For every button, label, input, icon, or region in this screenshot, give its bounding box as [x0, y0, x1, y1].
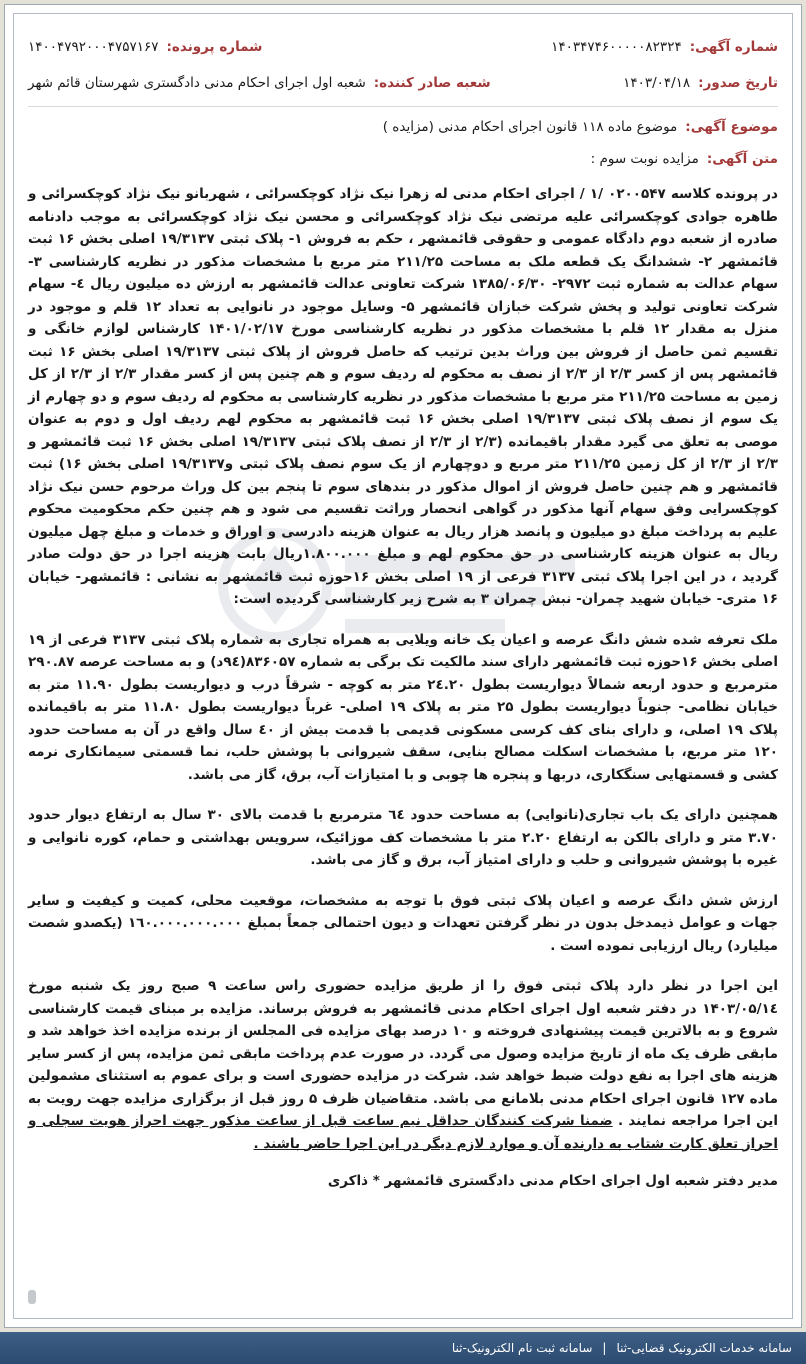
issue-date-field: [623, 75, 778, 91]
issuing-branch-label: شعبه صادر کننده:: [373, 75, 491, 91]
paragraph-valuation: ارزش شش دانگ عرصه و اعیان پلاک ثبتی فوق با توجه به مشخصات، موقعیت محلی، کمیت و کیفیت و سایر جهات و عوامل ذیمدخل بدون در نظر گرفتن تعهدات و دیون احتمالی جمعاً بمبلغ ۱٦۰.۰۰۰.۰۰۰.۰۰۰ (یکصدو شصت میلیارد) ریال ارزیابی نموده است .: [28, 892, 778, 954]
header-row-1: [28, 34, 778, 60]
auction-attendance-note: ضمنا شرکت کنندگان حداقل نیم ساعت قبل از ساعت مذکور جهت احراز هویت سجلی و احراز تعلق کارت شتاب به دارنده آن و موارد لازم دیگر در این اجرا حاضر باشند .: [28, 1113, 778, 1152]
sana-registration-link[interactable]: سامانه ثبت نام الکترونیک-ثنا: [451, 1341, 593, 1355]
sana-services-link[interactable]: سامانه خدمات الکترونیک قضایی-ثنا: [616, 1341, 792, 1355]
issue-date-label: تاریخ صدور:: [698, 75, 778, 91]
footer-divider: |: [602, 1341, 607, 1355]
footer-bar: [0, 1332, 806, 1364]
issue-date-value: ۱۴۰۳/۰۴/۱۸: [623, 75, 691, 91]
paragraph-commercial-unit: همچنین دارای یک باب تجاری(نانوایی) به مساحت حدود ٦٤ مترمربع با قدمت بالای ۳۰ سال به ارتفاع دیوار حدود ۳.۷۰ متر و دارای بالکن به ارتفاع ۲.۲۰ متر با مشخصات کف موزائیک، سرویس بهداشتی و حمام، کوره نانوایی و غیره با پوشش شیروانی و حلب و دارای امتیاز آب، برق و گاز می باشد.: [28, 807, 778, 868]
case-number-label: شماره پرونده:: [166, 39, 263, 55]
signature-line: مدیر دفتر شعبه اول اجرای احکام مدنی دادگستری قائمشهر * ذاکری: [327, 1173, 778, 1189]
text-label: متن آگهی:: [706, 151, 778, 167]
notice-paper: [4, 4, 802, 1328]
case-number-field: [28, 39, 262, 55]
issuing-branch-field: [28, 75, 491, 91]
paragraph-auction-terms: [28, 975, 778, 1155]
paragraph-property-description: ملک تعرفه شده شش دانگ عرصه و اعیان یک خانه ویلایی به همراه تجاری به شماره پلاک ثبتی ۳۱۳۷ فرعی از ۱۹ اصلی بخش ۱۶حوزه ثبت قائمشهر دارای سند مالکیت تک برگی به شماره ۸۳۶۰۵۷(۹٤د) و به مساحت عرصه ۲۹۰.۸۷ مترمربع و حدود اربعه شمالاً دیواریست بطول ۲٤.۲۰ متر به کوچه - شرقاً درب و دیواریست بطول ۱۱.۹۰ متر به خیابان نظامی- جنوباً دیواریست بطول ۲۵ متر به پلاک ۱۹ اصلی- غرباً دیواریست بطول ۱۱.۸۰ متر به باقیمانده پلاک ۱۹ اصلی، و دارای بنای کف کرسی مسکونی قدیمی با قدمت بیش از ٤۰ سال واقع در آن به مساحت حدود ۱۲۰ متر مربع، با مشخصات اسکلت مصالح بنایی، سقف شیروانی با پوشش حلب، نما قسمتی سیمانکاری نرمه کشی و قسمتهایی سنگکاری، دربها و پنجره ها چوبی و با امتیازات آب، برق، گاز می باشد.: [28, 631, 779, 783]
subject-label: موضوع آگهی:: [685, 119, 778, 135]
header-divider: [28, 106, 778, 107]
header-row-2: [28, 70, 778, 96]
text-intro-row: [28, 151, 778, 167]
scroll-handle[interactable]: [28, 1290, 36, 1304]
auction-terms-text: این اجرا در نظر دارد پلاک ثبتی فوق را از طریق مزایده حضوری راس ساعت ۹ صبح روز یک شنبه مورخ ۱۴۰۳/۰۵/۱٤ در دفتر شعبه اول اجرای احکام مدنی قائمشهر به فروش برساند. مزایده بر مبنای قیمت کارشناسی شروع و به بالاترین قیمت پیشنهادی فروخته و ۱۰ درصد بهای مزایده فی المجلس از برنده مزایده اخذ خواهد شد و مابقی ظرف یک ماه از تاریخ مزایده وصول می گردد. در صورت عدم پرداخت مابقی ثمن مزایده، پس از کسر سایر هزینه های اجرا به نفع دولت ضبط خواهد شد. شرکت در مزایده حضوری است و برای عموم به استثنای مشمولین ماده ۱۲۷ قانون اجرای احکام مدنی بلامانع می باشد. متقاضیان ظرف ۵ روز قبل از برگزاری مزایده جهت رویت به این اجرا مراجعه نمایند .: [28, 978, 778, 1129]
subject-row: [28, 119, 778, 135]
issuing-branch-value: شعبه اول اجرای احکام مدنی دادگستری شهرستان قائم شهر: [28, 75, 366, 91]
ad-number-field: [551, 39, 778, 55]
case-number-value: ۱۴۰۰۴۷۹۲۰۰۰۴۷۵۷۱۶۷: [28, 39, 159, 55]
ad-number-value: ۱۴۰۳۴۷۴۶۰۰۰۰۰۸۲۳۲۴: [551, 39, 682, 55]
notice-frame: [13, 13, 793, 1319]
subject-value: موضوع ماده ۱۱۸ قانون اجرای احکام مدنی (مزایده ): [382, 119, 678, 135]
paragraph-case-details: در پرونده کلاسه ۰۲۰۰۵۴۷ /۱ / اجرای احکام مدنی له زهرا نیک نژاد کوچکسرائی ، شهربانو نیک نژاد کوچکسرائی و طاهره جوادی کوچکسرائی علیه مرتضی نیک نژاد کوچکسرائی و محسن نیک نژاد کوچکسرائی به موجب دادنامه صادره از شعبه دوم دادگاه عمومی و حقوقی قائمشهر ، حکم به فروش ۱- پلاک ثبتی ۱۹/۳۱۳۷ اصلی بخش ۱۶ ثبت قائمشهر ۲- ششدانگ یک قطعه ملک به مساحت ۲۱۱/۲۵ متر مربع با مشخصات مذکور در نظریه کارشناسی ۳- سهام عدالت به شماره ثبت ۲۹۷۲- ۱۳۸۵/۰۶/۳۰ شرکت تعاونی عدالت قائمشهر به ارزش ده میلیون ریال ٤- سهام شرکت تعاونی تولید و پخش شرکت خبازان قائمشهر ۵- وسایل موجود در نانوایی به تعداد ۱۲ قلم و موجود در منزل به مقدار ۱۲ قلم با مشخصات مذکور در نظریه کارشناسی مورخ ۱۴۰۱/۰۲/۱۷ کارشناس لوازم خانگی و تقسیم ثمن حاصل از فروش بین وراث بدین ترتیب که حاصل فروش از پلاک ثبتی ۱۹/۳۱۳۷ اصلی بخش ۱۶ ثبت قائمشهر پس از کسر ۲/۳ از ۲/۳ از نصف به محکوم له ردیف سوم و هم چنین پس از کسر مقدار ۲/۳ از ۲/۳ از کل زمین به مساحت ۲۱۱/۲۵ متر مربع با مشخصات مذکور در نظریه کارشناسی به محکوم له ردیف سوم و دو چهارم از یک سوم از نصف پلاک ثبتی ۱۹/۳۱۳۷ اصلی بخش ۱۶ ثبت قائمشهر به محکوم لهم ردیف اول و دوم به عنوان موصی به تعلق می گیرد مقدار باقیمانده (۲/۳ از ۲/۳ از نصف پلاک ثبتی ۱۹/۳۱۳۷ اصلی بخش ۱۶ ثبت قائمشهر و ۲/۳ از ۲/۳ از کل زمین ۲۱۱/۲۵ متر مربع و دوچهارم از یک سوم نصف پلاک ثبتی و۱۹/۳۱۳۷ اصلی بخش ۱۶) ثبت قائمشهر و هم چنین حاصل فروش از اموال مذکور در بندهای سوم تا پنجم بین کل وراث مرحوم حسن نیک نژاد کوچکسرایی وفق سهام آنها مذکور در گواهی انحصار وراثت تقسیم می شود و هم چنین حکم محکومیت محکوم علیم به پرداخت مبلغ دو میلیون و پانصد هزار ریال به عنوان هزینه دادرسی و اوراق و خدمات و مبلغ چهل میلیون ریال به عنوان هزینه کارشناسی در حق محکوم لهم و مبلغ ۱.۸۰۰.۰۰۰ریال بابت هزینه اجرا در حق دولت صادر گردید ، در این اجرا پلاک ثبتی ۳۱۳۷ فرعی از ۱۹ اصلی بخش ۱۶حوزه ثبت قائمشهر به نشانی : قائمشهر- خیابان ۱۶ متری- خیابان شهید چمران- نبش چمران ۳ به شرح زیر کارشناسی گردیده است:: [28, 186, 779, 607]
ad-number-label: شماره آگهی:: [689, 39, 778, 55]
text-intro-value: مزایده نوبت سوم :: [590, 151, 699, 167]
